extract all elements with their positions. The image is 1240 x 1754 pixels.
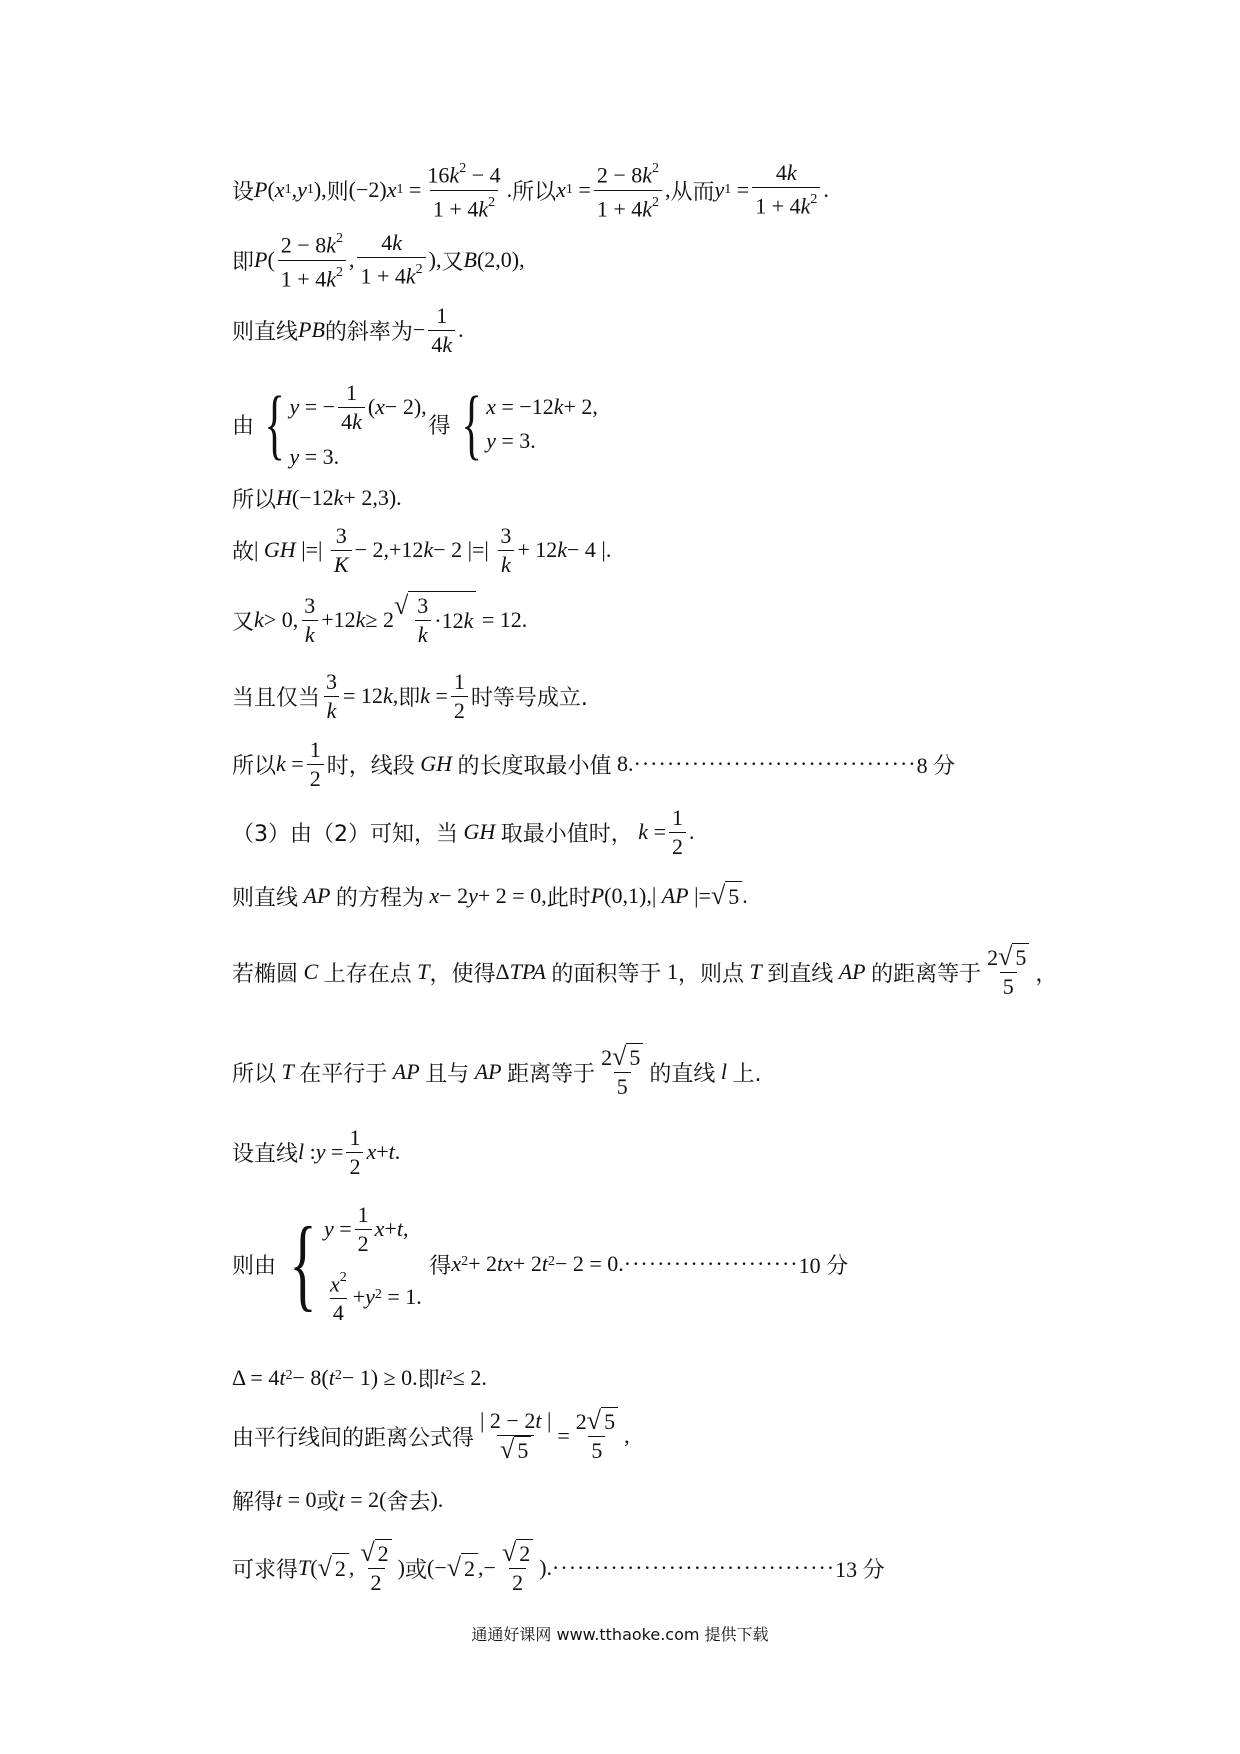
solution-line-19: 可求得 T ( √ 2 , √ 2 2 ) 或 (− √ 2 ,− √ 2 2 ). ·································· 13 分 [232, 1538, 885, 1595]
solution-line-12: 若椭圆 C 上存在点 T ，使得 Δ TPA 的面积等于 1 ，则点 T 到直线 AP 的距离等于 2 √ 5 5 ， [232, 942, 1058, 999]
solution-line-11: 则直线 AP 的方程为 x − 2 y + 2 = 0, 此时 P (0,1),| AP |= √ 5 . [232, 881, 748, 911]
solution-line-3: 则直线 PB 的斜率为 − $\frac{1}{4k}$ . [232, 302, 464, 357]
score-mark-13: 13 分 [835, 1556, 885, 1582]
solution-line-4: 由 { y = − $\frac{1}{4k}$ ( x − 2), y = 3. 得 { x = −12 k + 2, y = 3. [232, 379, 598, 469]
solution-line-13: 所以 T 在平行于 AP 且与 AP 距离等于 2 √ 5 5 的直线 l 上. [232, 1042, 762, 1099]
solution-line-6: 故 | GH |=| $\frac{3}{K}$ − 2,+12 k − 2 |=| $\frac{3}{k}$ + 12 k − 4 |. [232, 522, 612, 577]
solution-line-14: 设直线 l : y = $\frac{1}{2}$ x + t . [232, 1124, 401, 1179]
score-mark-10: 10 分 [798, 1252, 849, 1278]
solution-line-17: 由平行线间的距离公式得 | 2 − 2t | √ 5 = 2 √ 5 5 , [232, 1406, 630, 1464]
solution-line-5: 所以 H (−12 k + 2,3). [232, 485, 402, 513]
solution-line-7: 又 k > 0, $\frac{3}{k}$ +12 k ≥ 2 √ $\frac{3}{k}$ ·12 k = 12. [232, 591, 528, 647]
solution-line-18: 解得 t = 0 或 t = 2( 舍去 ). [232, 1487, 444, 1515]
solution-line-10: （3）由（2）可知，当 GH 取最小值时， k = $\frac{1}{2}$ . [232, 804, 695, 859]
score-mark-8: 8 分 [916, 752, 956, 778]
solution-line-8: 当且仅当 $\frac{3}{k}$ = 12 k , 即 k = $\frac{1}{2}$ 时等号成立. [232, 668, 588, 723]
page-footer: 通通好课网 www.tthaoke.com 提供下载 [471, 1625, 769, 1644]
solution-line-1: 设 P ( x 1 , y 1 ), 则 (−2) x 1 = $\frac{16k^2 - 4}{1 + 4k^2}$ . 所以 x 1 = $\frac{2 - 8k^2}{1 + 4k^2}$ , 从而 y 1 = $\frac{4k}{1 + 4k^2}$ . [232, 160, 829, 221]
solution-line-15: 则由 { y = $\frac{1}{2}$ x + t , $\frac{x^2}{4}$ + y $^2$ = 1. 得 x $^2$ + 2 tx + 2 t $^2$ − 2 = 0. ····················· 10 分 [232, 1201, 849, 1326]
solution-line-2: 即 P ( $\frac{2 - 8k^2}{1 + 4k^2}$ , $\frac{4k}{1 + 4k^2}$ ), 又 B (2,0), [232, 230, 525, 291]
solution-line-9: 所以 k = $\frac{1}{2}$ 时，线段 GH 的长度取最小值 8. ·································· 8 分 [232, 736, 956, 791]
solution-line-16: Δ = 4 t $^2$ − 8( t $^2$ − 1) ≥ 0. 即 t $^2$ ≤ 2. [232, 1365, 487, 1393]
